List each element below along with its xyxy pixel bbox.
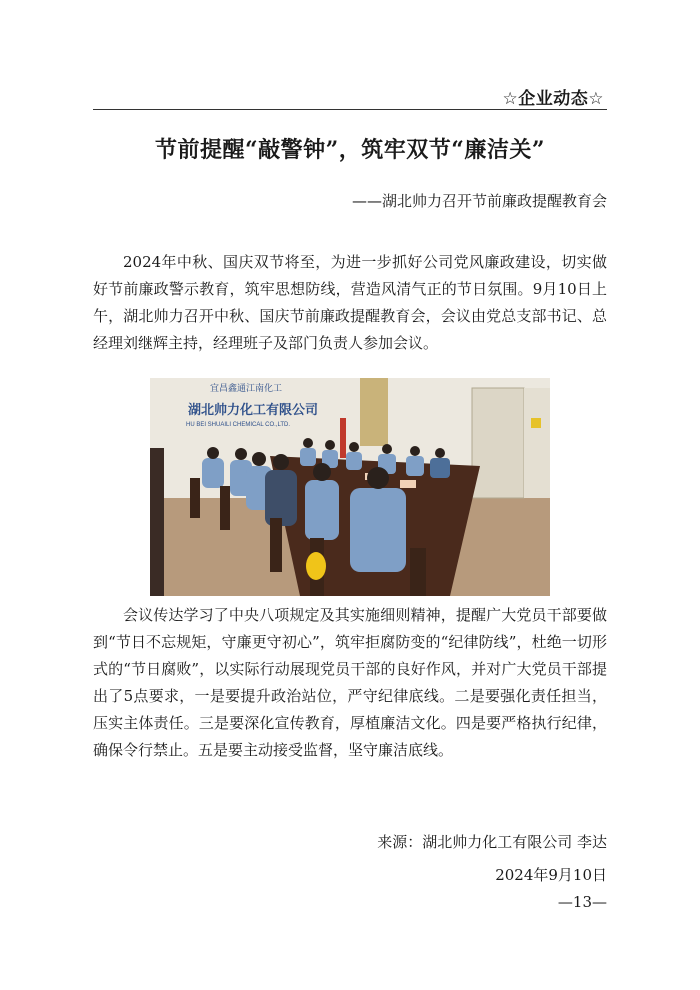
photo-warning-sign	[531, 418, 541, 428]
photo-sign-line-2: 湖北帅力化工有限公司	[188, 402, 319, 417]
section-label: ☆企业动态☆	[502, 89, 604, 109]
photo-yellow-bag	[306, 552, 326, 580]
photo-right-wall	[524, 388, 550, 498]
photo-left-edge	[150, 448, 164, 596]
photo-door	[472, 388, 524, 498]
photo-curtain	[360, 378, 388, 446]
page-number: —13—	[557, 893, 607, 911]
article-subtitle: ——湖北帅力召开节前廉政提醒教育会	[351, 192, 607, 210]
photo-sign-line-3: HU BEI SHUAILI CHEMICAL CO.,LTD.	[186, 422, 291, 428]
article-paragraph-2: 会议传达学习了中央八项规定及其实施细则精神，提醒广大党员干部要做到“节日不忘规矩，守廉更守初心”，筑牢拒腐防变的“纪律防线”，杜绝一切形式的“节日腐败”，以实际行动展现党员干部的良好作风，并对广大党员干部提出了5点要求，一是要提升政治站位，严守纪律底线。二是要强化责任担当，压实主体责任。三是要深化宣传教育，厚植廉洁文化。四是要严格执行纪律，确保令行禁止。五是要主动接受监督，坚守廉洁底线。	[93, 606, 607, 759]
meeting-photo	[150, 378, 550, 596]
article-date: 2024年9月10日	[495, 866, 607, 884]
article-title: 节前提醒“敲警钟”，筑牢双节“廉洁关”	[154, 137, 546, 163]
header-rule	[93, 109, 607, 110]
photo-flag	[340, 418, 346, 458]
article-source: 来源：湖北帅力化工有限公司 李达	[377, 833, 607, 851]
photo-name-card	[400, 480, 416, 488]
photo-sign-line-1: 宜昌鑫通江南化工	[210, 383, 283, 393]
article-paragraph-1: 2024年中秋、国庆双节将至，为进一步抓好公司党风廉政建设，切实做好节前廉政警示教育，筑牢思想防线，营造风清气正的节日氛围。9月10日上午，湖北帅力召开中秋、国庆节前廉政提醒教育会，会议由党总支部书记、总经理刘继辉主持，经理班子及部门负责人参加会议。	[93, 253, 607, 352]
meeting-photo-illustration	[150, 378, 550, 596]
